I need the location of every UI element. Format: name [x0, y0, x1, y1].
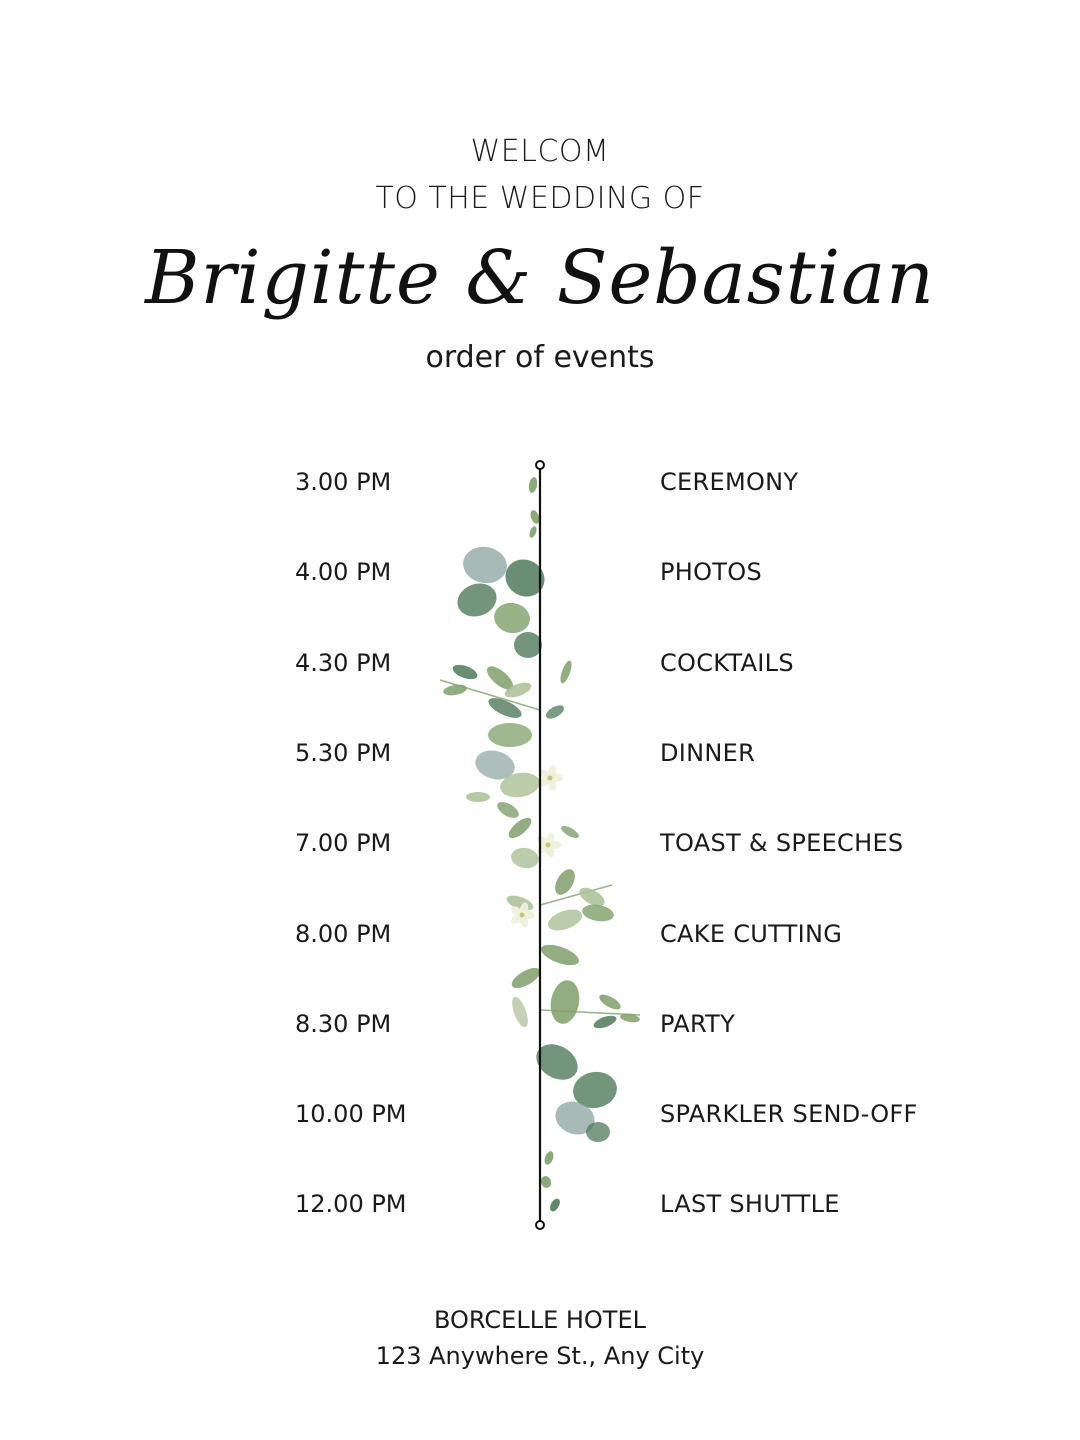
event-time: 4.00 PM [295, 558, 392, 586]
order-of-events-subtitle: order of events [425, 340, 655, 375]
schedule-row [0, 1094, 1080, 1134]
event-name: CEREMONY [660, 468, 799, 496]
event-name: CAKE CUTTING [660, 920, 843, 948]
schedule-row [0, 914, 1080, 954]
schedule-row [0, 733, 1080, 773]
schedule-row [0, 1184, 1080, 1224]
schedule-row [0, 462, 1080, 502]
event-time: 12.00 PM [295, 1190, 407, 1218]
event-name: PARTY [660, 1010, 736, 1038]
event-time: 8.30 PM [295, 1010, 392, 1038]
wedding-of-line: TO THE WEDDING OF [375, 181, 705, 216]
event-time: 4.30 PM [295, 649, 392, 677]
event-name: PHOTOS [660, 558, 762, 586]
welcome-line: WELCOM [470, 134, 610, 169]
venue-footer [0, 1302, 1080, 1374]
event-name: LAST SHUTTLE [660, 1190, 840, 1218]
event-name: SPARKLER SEND-OFF [660, 1100, 918, 1128]
event-time: 5.30 PM [295, 739, 392, 767]
venue-address: 123 Anywhere St., Any City [375, 1342, 705, 1370]
event-time: 8.00 PM [295, 920, 392, 948]
venue-name: BORCELLE HOTEL [433, 1306, 646, 1334]
event-name: COCKTAILS [660, 649, 794, 677]
event-time: 10.00 PM [295, 1100, 407, 1128]
event-name: DINNER [660, 739, 756, 767]
schedule-row [0, 552, 1080, 592]
event-time: 3.00 PM [295, 468, 392, 496]
couple-names: Brigitte & Sebastian [145, 235, 935, 321]
schedule-row [0, 643, 1080, 683]
event-time: 7.00 PM [295, 829, 392, 857]
schedule-row [0, 823, 1080, 863]
schedule-row [0, 1004, 1080, 1044]
event-name: TOAST & SPEECHES [660, 829, 904, 857]
